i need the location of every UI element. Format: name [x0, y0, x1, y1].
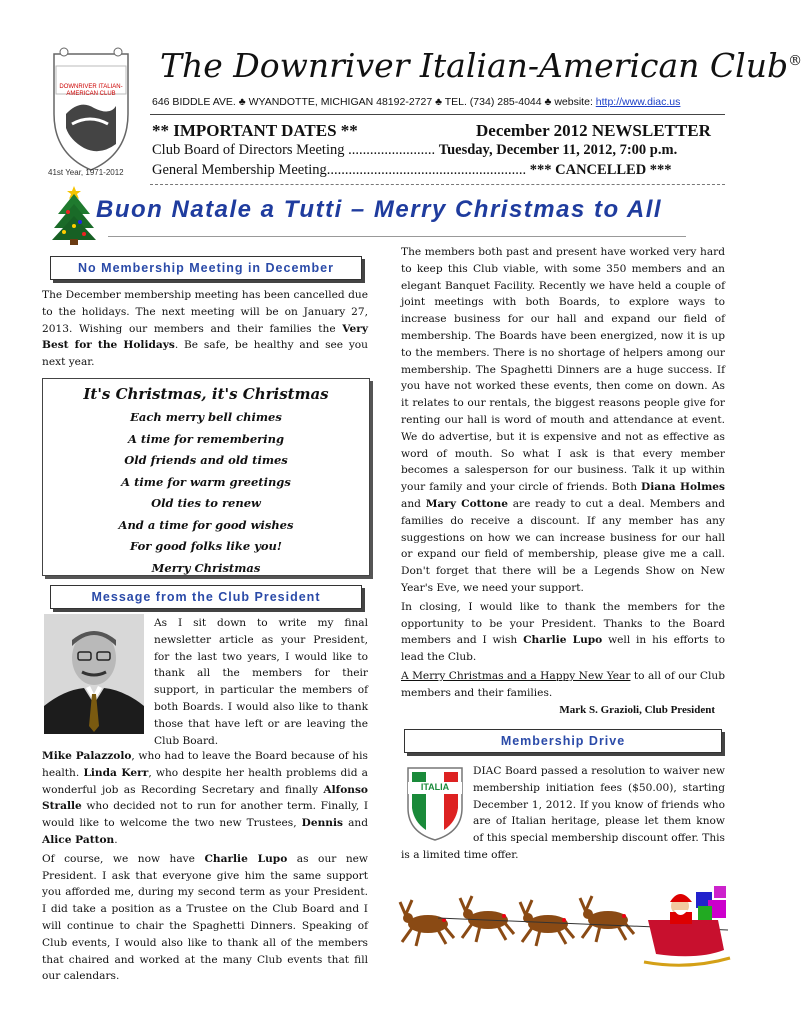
- president-message-continued: [401, 244, 725, 718]
- club-years: 41st Year, 1971-2012: [48, 168, 124, 177]
- club-address: [152, 96, 680, 108]
- right-col-greeting-rest: to all of our Club members and their families.: [401, 669, 725, 699]
- christmas-headline: Buon Natale a Tutti – Merry Christmas to All: [96, 196, 663, 223]
- membership-drive-body: DIAC Board passed a resolution to waiver new membership initiation fees ($50.00), starting December 1, 2012. If you know of friends who are of Italian heritage, please let them know of this special membership discount offer. This is a limited time offer.: [401, 765, 725, 861]
- president-message-p1b: , who had to leave the Board because of his health.: [42, 750, 368, 779]
- poem-title: It's Christmas, it's Christmas: [83, 385, 329, 403]
- club-crest-icon: [50, 44, 132, 172]
- board-meeting-row: [152, 142, 677, 159]
- right-col-p1c: are ready to cut a deal. Members and families do receive a discount. If any member has any suggestions on how we can increase business for our hall or expand our field of membership, please give me a call. Don't forget that there will be a Legends Show on New Year's Eve, we need your support.: [401, 497, 726, 594]
- badge-text: ITALIA: [420, 782, 450, 792]
- membership-drive-text: [401, 763, 725, 864]
- christmas-poem: [42, 378, 370, 576]
- santa-sleigh-icon: [398, 880, 733, 972]
- president-message-name6: Charlie Lupo: [204, 852, 288, 865]
- president-message-name3: Alfonso Stralle: [42, 783, 368, 813]
- headline-rule: [108, 236, 686, 237]
- newsletter-date: December 2012 NEWSLETTER: [476, 121, 711, 140]
- president-message-p1f: .: [114, 833, 118, 846]
- club-title-text: The Downriver Italian-American Club: [160, 46, 789, 85]
- registered-mark: ®: [788, 53, 802, 69]
- president-message-p1e: and: [343, 817, 368, 830]
- christmas-tree-icon: [50, 184, 98, 246]
- no-meeting-title: No Membership Meeting in December: [50, 256, 362, 280]
- poem-line: And a time for good wishes: [118, 517, 294, 532]
- right-col-name3: Charlie Lupo: [523, 634, 603, 647]
- president-message-name1: Mike Palazzolo: [42, 750, 132, 762]
- right-col-name2: Mary Cottone: [425, 497, 508, 510]
- address-text: 646 BIDDLE AVE. ♣ WYANDOTTE, MICHIGAN 48192-2727 ♣ TEL. (734) 285-4044 ♣ website:: [152, 96, 596, 108]
- right-col-greeting: A Merry Christmas and a Happy New Year: [401, 669, 631, 682]
- general-meeting-row: [152, 162, 672, 179]
- club-logo: [50, 44, 132, 184]
- president-message-title: Message from the Club President: [50, 585, 362, 609]
- president-message-p1d: who decided not to run for another term. Finally, I would like to welcome the two new Trustees,: [42, 800, 368, 830]
- right-col-name1: Diana Holmes: [641, 481, 725, 494]
- right-col-p2b: well in his efforts to lead the Club.: [401, 634, 725, 664]
- right-col-p2a: In closing, I would like to thank the members for the opportunity to be your President. Thanks to the Board members and I wish: [401, 600, 725, 647]
- dates-divider: [150, 184, 725, 185]
- logo-text: DOWNRIVER ITALIAN-AMERICAN CLUB: [59, 84, 123, 97]
- general-meeting-status: *** CANCELLED ***: [529, 162, 672, 178]
- website-link[interactable]: http://www.diac.us: [595, 96, 681, 108]
- membership-drive-title: Membership Drive: [404, 729, 722, 753]
- poem-line: A time for remembering: [128, 431, 284, 446]
- general-meeting-label: General Membership Meeting.......................................................: [152, 162, 527, 178]
- no-meeting-text: [42, 287, 368, 371]
- president-message-p1c: , who despite her health problems did a wonderful job as Recording Secretary and finally: [42, 766, 368, 796]
- president-message-name4: Dennis: [301, 817, 343, 830]
- poem-line: For good folks like you!: [130, 539, 282, 553]
- no-meeting-text-2: . Be safe, be healthy and see you next year.: [42, 339, 368, 369]
- important-dates-heading: ** IMPORTANT DATES **: [152, 121, 358, 140]
- header-rule: [150, 114, 725, 115]
- poem-line: Each merry bell chimes: [130, 410, 282, 424]
- poem-line: Merry Christmas: [151, 560, 261, 575]
- no-meeting-bold: Very Best for the Holidays: [42, 322, 368, 352]
- no-meeting-text-1: The December membership meeting has been cancelled due to the holidays. The next meeting will be on January 27, 2013. Wishing our members and their families the: [42, 289, 368, 335]
- president-message-p2a: Of course, we now have: [42, 852, 205, 865]
- president-message-p2b: as our new President. I ask that everyone give him the same support you afforded me, during my second term as your President. I did take a position as a Trustee on the Club Board and I will continue to chair the Spaghetti Dinners. Speaking of Club events, I would also like to thank all of the members that chaired and worked at the many Club events that fill our calendars.: [42, 852, 368, 983]
- board-meeting-date: Tuesday, December 11, 2012, 7:00 p.m.: [438, 142, 678, 158]
- president-message-body: [42, 614, 368, 985]
- president-message-name2: Linda Kerr: [83, 766, 149, 779]
- poem-line: Old ties to renew: [151, 496, 261, 510]
- poem-line: Old friends and old times: [124, 453, 288, 467]
- club-title: [160, 46, 802, 85]
- right-col-p1b: and: [401, 497, 426, 510]
- right-col-p1a: The members both past and present have worked very hard to keep this Club viable, with some 350 members and an elegant Banquet Facility. Recently we have held a couple of joint meetings with both Boards, to explore ways to increase business for our hall and expand our field of membership. The Boards have been energized, now it is up to the members. There is no shortage of helpers among our membership. The Spaghetti Dinners are a huge success. If you have not worked these events, then come on down. As it relates to our rentals, the biggest reasons people give for renting our hall is word of mouth and attendance at event. We do advertise, but it is expensive and not as effective as word of mouth. So what I ask is that every member becomes a salesperson for our business. Talk it up within your family and your circle of friends. Both: [401, 246, 725, 494]
- president-signature: Mark S. Grazioli, Club President: [559, 703, 715, 716]
- president-message-name5: Alice Patton: [42, 833, 115, 846]
- president-message-p1a: As I sit down to write my final newsletter article as your President, for the last two years, I would like to thank all the members for their support, in particular the members of both Boards. I would also like to thank those that have left or are leaving the Club Board.: [154, 617, 368, 747]
- poem-line: A time for warm greetings: [121, 474, 291, 489]
- board-meeting-label: Club Board of Directors Meeting ........................: [152, 142, 436, 158]
